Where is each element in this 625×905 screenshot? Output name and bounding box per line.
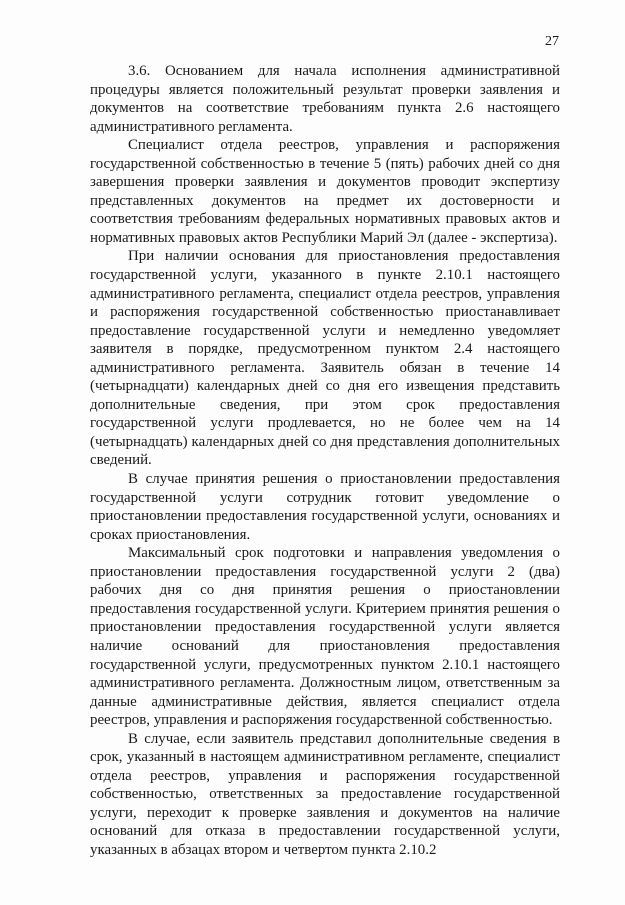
page-number: 27 — [545, 34, 559, 49]
paragraph-additional-info: В случае, если заявитель представил дополнительные сведения в срок, указанный в настоящем административном регламенте, специалист отдела реестров, управления и распоряжения государственной собственностью, ответственных за предоставление государственной услуги, переходит к проверке заявления и документов на наличие оснований для отказа в предоставлении государственной услуги, указанных в абзацах втором и четвертом пункта 2.10.2 — [90, 730, 560, 858]
body-text — [90, 62, 560, 860]
paragraph-expertise: Специалист отдела реестров, управления и распоряжения государственной собственностью в течение 5 (пять) рабочих дней со дня завершения проверки заявления и документов проводит экспертизу представленных документов на предмет их достоверности и соответствия требованиям федеральных нормативных правовых актов и нормативных правовых актов Республики Марий Эл (далее - экспертиза). — [90, 137, 560, 246]
paragraph-max-term: Максимальный срок подготовки и направления уведомления о приостановлении предоставления государственной услуги 2 (два) рабочих дня со дня принятия решения о приостановлении предоставления государственной услуги. Критерием принятия решения о приостановлении предоставления государственной услуги является наличие оснований для приостановления предоставления государственной услуги, предусмотренных пунктом 2.10.1 настоящего административного регламента. Должностным лицом, ответственным за данные административные действия, является специалист отдела реестров, управления и распоряжения государственной собственностью. — [90, 545, 560, 729]
paragraph-suspension-notice: В случае принятия решения о приостановлении предоставления государственной услуги сотрудник готовит уведомление о приостановлении предоставления государственной услуги, основаниях и сроках приостановления. — [90, 471, 560, 543]
paragraph-3-6: 3.6. Основанием для начала исполнения административной процедуры является положительный результат проверки заявления и документов на соответствие требованиям пункта 2.6 настоящего административного регламента. — [90, 63, 560, 135]
paragraph-suspension-grounds: При наличии основания для приостановления предоставления государственной услуги, указанного в пункте 2.10.1 настоящего административного регламента, специалист отдела реестров, управления и распоряжения государственной собственностью приостанавливает предоставление государственной услуги и немедленно уведомляет заявителя в порядке, предусмотренном пунктом 2.4 настоящего административного регламента. Заявитель обязан в течение 14 (четырнадцати) календарных дней со дня его извещения представить дополнительные сведения, при этом срок предоставления государственной услуги продлевается, но не более чем на 14 (четырнадцать) календарных дней со дня представления дополнительных сведений. — [90, 248, 560, 469]
